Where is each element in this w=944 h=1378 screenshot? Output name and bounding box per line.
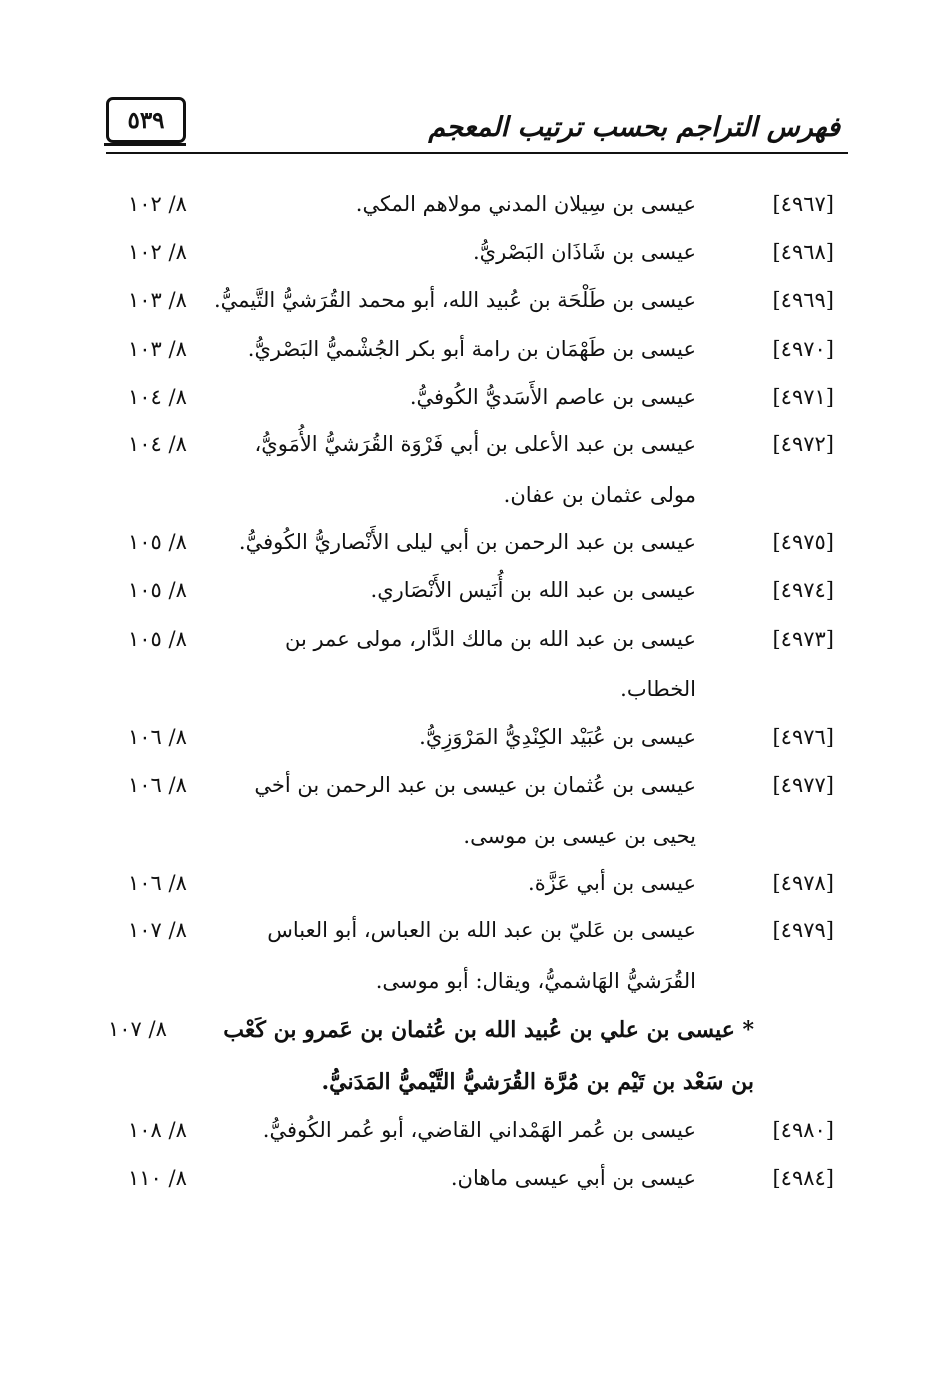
entry-volume-page-ref: ٨/ ١٠٥ (128, 578, 187, 602)
entry-text-line: عيسى بن سِيلان المدني مولاهم المكي. (355, 192, 696, 216)
entry-volume-page-ref: ٨/ ١٠٨ (128, 1118, 187, 1142)
entry-text-line: يحيى بن عيسى بن موسى. (463, 824, 696, 848)
entry-number: [٤٩٦٨] (772, 240, 834, 264)
entry-volume-page-ref: ٨/ ١١٠ (128, 1166, 187, 1190)
entry-text-line: بن سَعْد بن تَيْم بن مُرَّة القُرَشيُّ التَّيْميُّ المَدَنيُّ. (321, 1069, 754, 1095)
entry-volume-page-ref: ٨/ ١٠٢ (128, 240, 187, 264)
entry-text-line: عيسى بن عاصم الأَسَديُّ الكُوفيُّ. (409, 385, 696, 409)
entry-text-line: عيسى بن عبد الله بن أُنَيس الأَنْصَاري. (370, 578, 696, 602)
entry-text-line: عيسى بن طَهْمَان بن رامة أبو بكر الجُشْميُّ البَصْريُّ. (247, 337, 696, 361)
entry-number: [٤٩٨٠] (772, 1118, 834, 1142)
entry-number: [٤٩٧٥] (772, 530, 834, 554)
entry-text-line: عيسى بن أبي عَزَّة. (528, 871, 696, 895)
entry-text-line: مولى عثمان بن عفان. (503, 483, 696, 507)
page-number-box (106, 97, 186, 143)
entry-volume-page-ref: ٨/ ١٠٢ (128, 192, 187, 216)
entry-text-line: القُرَشيُّ الهَاشميُّ، ويقال: أبو موسى. (375, 969, 696, 993)
entry-number: [٤٩٧٢] (772, 432, 834, 456)
entry-volume-page-ref: ٨/ ١٠٦ (128, 725, 187, 749)
entry-number: [٤٩٧٧] (772, 773, 834, 797)
entry-volume-page-ref: ٨/ ١٠٤ (128, 432, 187, 456)
page-number: ٥٣٩ (127, 106, 165, 134)
running-title: فهرس التراجم بحسب ترتيب المعجم (428, 112, 840, 143)
entry-number: [٤٩٦٧] (772, 192, 834, 216)
entry-number: [٤٩٧١] (772, 385, 834, 409)
entry-volume-page-ref: ٨/ ١٠٣ (128, 288, 187, 312)
entry-volume-page-ref: ٨/ ١٠٥ (128, 627, 187, 651)
entry-number: [٤٩٧٩] (772, 918, 834, 942)
entry-text-line: عيسى بن عُمر الهَمْداني القاضي، أبو عُمر الكُوفيُّ. (262, 1118, 696, 1142)
entry-volume-page-ref: ٨/ ١٠٣ (128, 337, 187, 361)
entry-volume-page-ref: ٨/ ١٠٤ (128, 385, 187, 409)
entry-number: [٤٩٧٣] (772, 627, 834, 651)
entry-text-line: عيسى بن شَاذَان البَصْريُّ. (472, 240, 696, 264)
entry-number: [٤٩٧٦] (772, 725, 834, 749)
entry-text-line: عيسى بن عَليّ بن عبد الله بن العباس، أبو العباس (267, 918, 696, 942)
entry-number: [٤٩٨٤] (772, 1166, 834, 1190)
entry-text-line: عيسى بن عبد الله بن مالك الدَّار، مولى عمر بن (284, 627, 696, 651)
entry-number: [٤٩٧٤] (772, 578, 834, 602)
entry-volume-page-ref: ٨/ ١٠٧ (108, 1017, 167, 1041)
entry-text-line: عيسى بن أبي عيسى ماهان. (450, 1166, 696, 1190)
entry-number: [٤٩٧٠] (772, 337, 834, 361)
entry-text-line: عيسى بن عُبَيْد الكِنْدِيُّ المَرْوَزِيُّ. (419, 725, 696, 749)
entry-volume-page-ref: ٨/ ١٠٧ (128, 918, 187, 942)
entry-text-line: عيسى بن عبد الأعلى بن أبي فَرْوَة القُرَشيُّ الأُمَويُّ، (254, 432, 696, 456)
entry-text-line: الخطاب. (620, 677, 696, 701)
entry-volume-page-ref: ٨/ ١٠٦ (128, 773, 187, 797)
entry-volume-page-ref: ٨/ ١٠٦ (128, 871, 187, 895)
entry-number: [٤٩٦٩] (772, 288, 834, 312)
entry-text-line: * عيسى بن علي بن عُبيد الله بن عُثمان بن عَمرو بن كَعْب (223, 1017, 754, 1043)
entry-number: [٤٩٧٨] (772, 871, 834, 895)
entry-text-line: عيسى بن عبد الرحمن بن أبي ليلى الأَنْصاريُّ الكُوفيُّ. (238, 530, 696, 554)
entry-text-line: عيسى بن طَلْحَة بن عُبيد الله، أبو محمد القُرَشيُّ التَّيميُّ. (213, 288, 696, 312)
entry-volume-page-ref: ٨/ ١٠٥ (128, 530, 187, 554)
header-rule (106, 152, 848, 154)
entry-text-line: عيسى بن عُثمان بن عيسى بن عبد الرحمن بن أخي (254, 773, 696, 797)
